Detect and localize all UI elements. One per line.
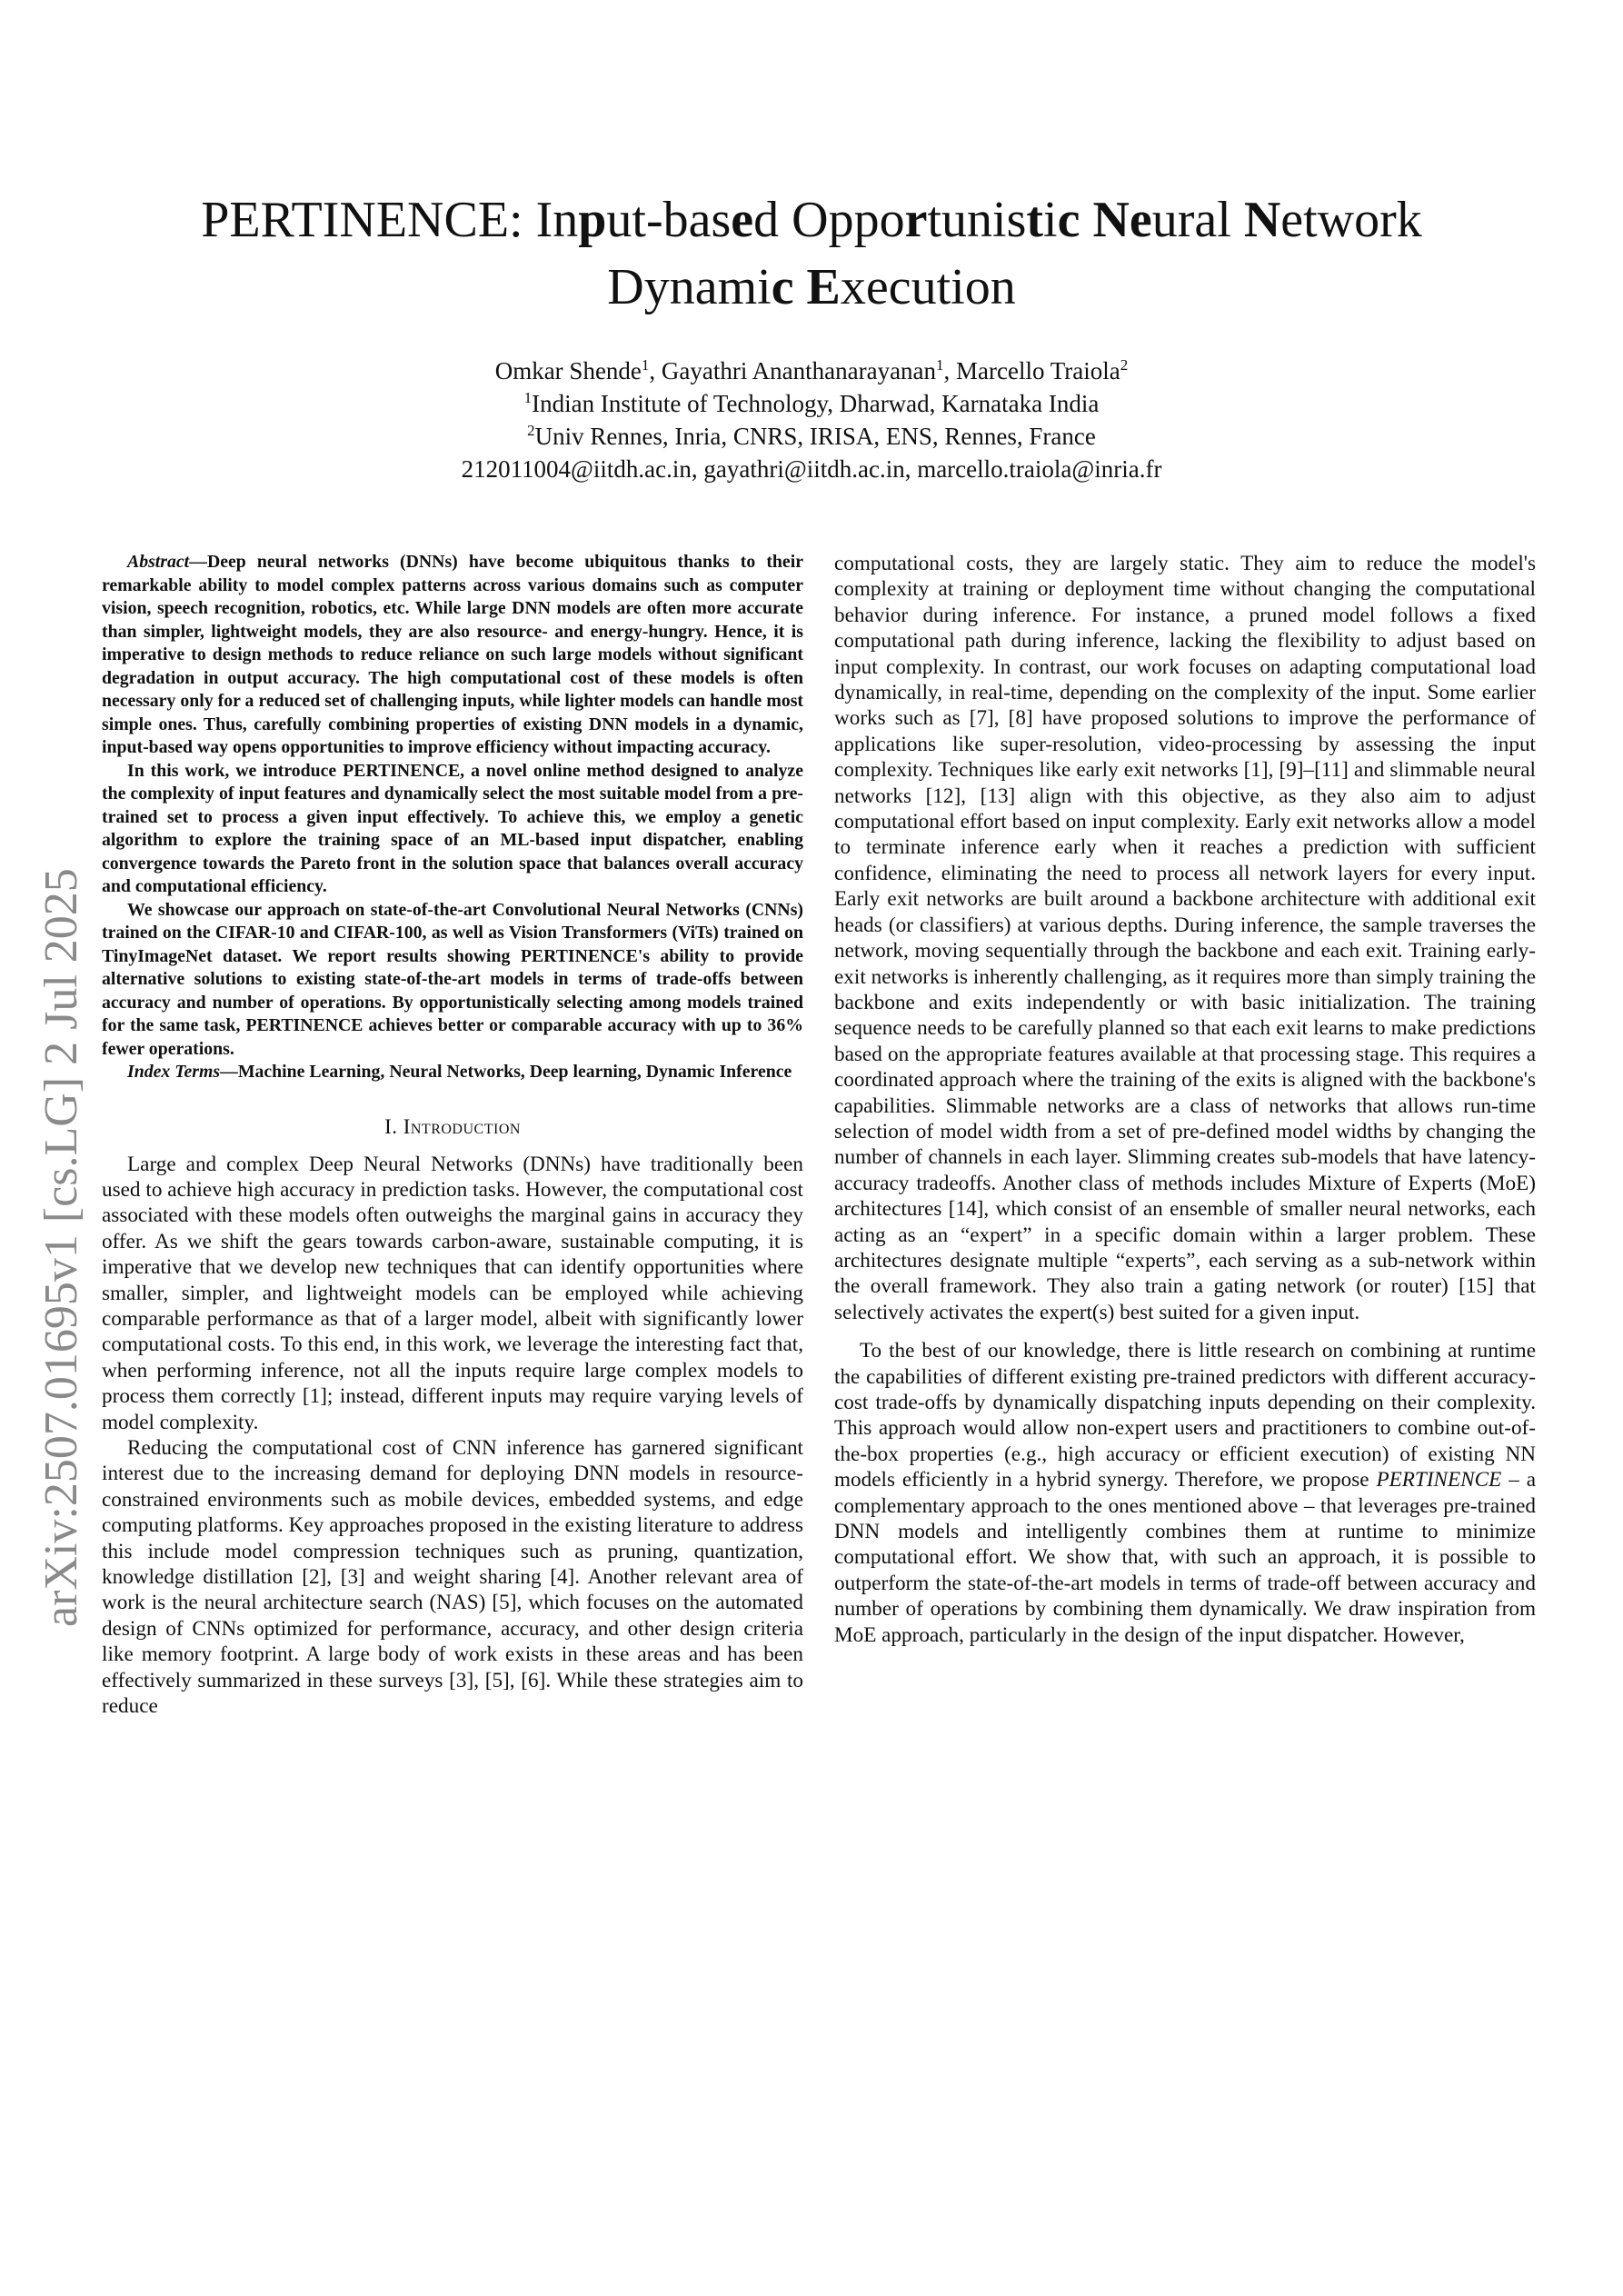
abstract [102,551,803,1084]
affiliation-1: $^1$Indian Institute of Technology, Dharwad, Karnataka India [523,389,1100,417]
abstract-paragraph: We showcase our approach on state-of-the-art Convolutional Neural Networks (CNNs) trained on the CIFAR-10 and CIFAR-100, as well as Vision Transformers (ViTs) trained on TinyImageNet dataset. We report results showing PERTINENCE's ability to provide alternative solutions to existing state-of-the-art models in terms of trade-offs between accuracy and number of operations. By opportunistically selecting among models trained for the same task, PERTINENCE achieves better or comparable accuracy with up to 36% fewer operations. [102,899,803,1059]
body-paragraph: To the best of our knowledge, there is little research on combining at runtime the capabilities of different existing pre-trained predictors with different accuracy-cost trade-offs by dynamically dispatching inputs depending on their complexity. This approach would allow non-expert users and practitioners to combine out-of-the-box properties (e.g., high accuracy or efficient execution) of existing NN models efficiently in a hybrid synergy. Therefore, we propose PERTINENCE – a complementary approach to the ones mentioned above – that leverages pre-trained DNN models and intelligently combines them at runtime to minimize computational effort. We show that, with such an approach, it is possible to outperform the state-of-the-art models in terms of trade-off between accuracy and number of operations by combining them dynamically. We draw inspiration from MoE approach, particularly in the design of the input dispatcher. However, [834,1339,1536,1647]
author-emails: 212011004@iitdh.ac.in, gayathri@iitdh.ac.in, marcello.traiola@inria.fr [461,455,1162,483]
paper-title: PERTINENCE: Input-based Opportunistic Neural Network Dynamic Execution [201,192,1422,315]
author-names: Omkar Shende$^1$, Gayathri Ananthanarayanan$^1$, Marcello Traiola$^2$ [494,356,1129,384]
author-block [127,354,1496,485]
body-paragraph: computational costs, they are largely static. They aim to reduce the model's complexity at training or deployment time without changing the computational behavior during inference. For instance, a pruned model follows a fixed computational path during inference, lacking the flexibility to adjust based on input complexity. In contrast, our work focuses on adapting computational load dynamically, in real-time, depending on the complexity of the input. Some earlier works such as [7], [8] have proposed solutions to improve the performance of applications like super-resolution, video-processing by assessing the input complexity. Techniques like early exit networks [1], [9]–[11] and slimmable neural networks [12], [13] align with this objective, as they also aim to adjust computational effort based on input complexity. Early exit networks allow a model to terminate inference early when it reaches a prediction with sufficient confidence, eliminating the need to process all network layers for every input. Early exit networks are built around a backbone architecture with additional exit heads (or classifiers) at various depths. During inference, the sample traverses the network, moving sequentially through the backbone and each exit. Training early-exit networks is inherently challenging, as it requires more than simply training the backbone and exits independently or with basic initialization. The training sequence needs to be carefully planned so that each exit learns to make predictions based on the appropriate features available at that processing stage. This requires a coordinated approach where the training of the exits is aligned with the backbone's capabilities. Slimmable networks are a class of networks that allows run-time selection of model width from a set of pre-defined model widths by changing the number of channels in each layer. Slimming creates sub-models that have latency-accuracy tradeoffs. Another class of methods includes Mixture of Experts (MoE) architectures [14], which consist of an ensemble of smaller neural networks, each acting as an “expert” in a specific domain within a larger problem. These architectures designate multiple “experts”, each serving as a sub-network within the overall framework. They also train a gating network (or router) [15] that selectively activates the expert(s) best suited for a given input. [834,552,1536,1324]
abstract-paragraph: Abstract—Deep neural networks (DNNs) have become ubiquitous thanks to their remarkable ability to model complex patterns across various domains such as computer vision, speech recognition, robotics, etc. While large DNN models are often more accurate than simpler, lightweight models, they are also resource- and energy-hungry. Hence, it is imperative to design methods to reduce reliance on such large models without significant degradation in output accuracy. The high computational cost of these models is often necessary only for a reduced set of challenging inputs, while lighter models can handle most simple ones. Thus, carefully combining properties of existing DNN models in a dynamic, input-based way opens opportunities to improve efficiency without impacting accuracy. [102,552,803,757]
right-column [834,551,1536,1648]
intro-body-right [834,551,1536,1648]
body-paragraph: Reducing the computational cost of CNN inference has garnered significant interest due to the increasing demand for deploying DNN models in resource-constrained environments such as mobile devices, embedded systems, and edge computing platforms. Key approaches proposed in the existing literature to address this include model compression techniques such as pruning, quantization, knowledge distillation [2], [3] and weight sharing [4]. Another relevant area of work is the neural architecture search (NAS) [5], which focuses on the automated design of CNNs optimized for performance, accuracy, and other design criteria like memory footprint. A large body of work exists in these areas and has been effectively summarized in these surveys [3], [5], [6]. While these strategies aim to reduce [102,1435,803,1719]
left-column [102,551,803,1719]
body-paragraph: Large and complex Deep Neural Networks (DNNs) have traditionally been used to achieve high accuracy in prediction tasks. However, the computational cost associated with these models often outweighs the marginal gains in accuracy they offer. As we shift the gears towards carbon-aware, sustainable computing, it is imperative that we develop new techniques that can identify opportunities where smaller, simpler, and lightweight models can be employed while achieving comparable performance as that of a larger model, albeit with significantly lower computational costs. To this end, in this work, we leverage the interesting fact that, when performing inference, not all the inputs require large complex models to process them correctly [1]; instead, different inputs may require varying levels of model complexity. [102,1152,803,1434]
index-terms: Index Terms—Machine Learning, Neural Networks, Deep learning, Dynamic Inference [127,1062,792,1082]
arxiv-sidebar-stamp: arXiv:2507.01695v1 [cs.LG] 2 Jul 2025 [35,868,87,1627]
intro-body-left [102,1152,803,1720]
affiliation-2: $^2$Univ Rennes, Inria, CNRS, IRISA, ENS, Rennes, France [527,422,1096,450]
section-heading-introduction: I. Introduction [384,1114,521,1138]
abstract-paragraph: In this work, we introduce PERTINENCE, a novel online method designed to analyze the complexity of input features and dynamically select the most suitable model from a pre-trained set to process a given input effectively. To achieve this, we employ a genetic algorithm to explore the training space of an ML-based input dispatcher, enabling convergence towards the Pareto front in the solution space that balances overall accuracy and computational efficiency. [102,760,803,896]
